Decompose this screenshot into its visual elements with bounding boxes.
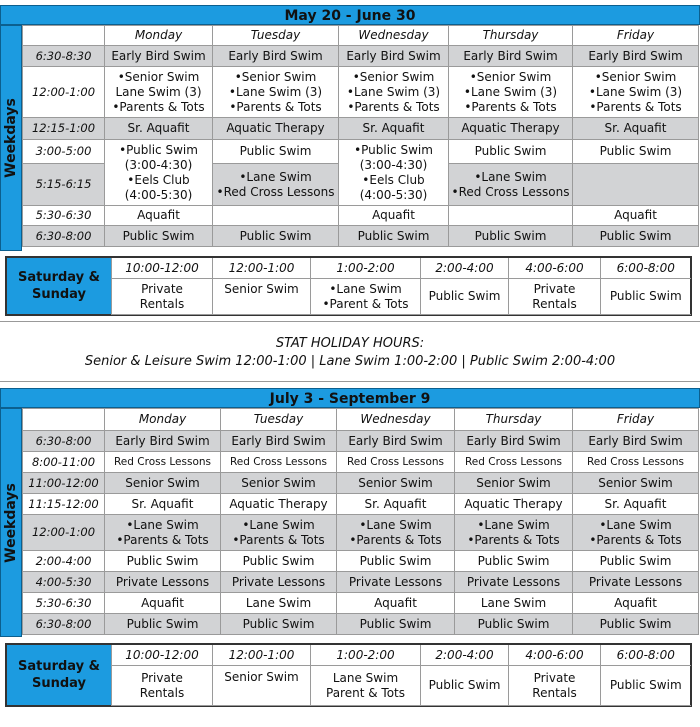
table-row [23, 140, 699, 164]
table-row [23, 494, 699, 515]
schedule-cell: Private Lessons [105, 572, 221, 593]
time-cell: 6:00-8:00 [601, 645, 691, 666]
schedule-cell: Senior Swim [213, 666, 311, 706]
schedule-cell: Aquafit [105, 206, 213, 226]
schedule-cell: Public Swim [421, 279, 509, 315]
schedule-cell: Red Cross Lessons [337, 452, 455, 473]
day-header: Tuesday [221, 409, 337, 431]
weekdays-label: Weekdays [3, 98, 19, 178]
weekend-activity-row [112, 666, 691, 706]
schedule-cell: Senior Swim [455, 473, 573, 494]
summer-title: July 3 - September 9 [0, 388, 700, 408]
time-cell: 10:00-12:00 [112, 258, 213, 279]
summer-weekday-table [22, 408, 699, 635]
schedule-cell: •Lane Swim •Parents & Tots [455, 515, 573, 551]
summer-weekend-table [5, 643, 692, 707]
divider [0, 381, 700, 382]
schedule-cell: Private Lessons [573, 572, 699, 593]
schedule-cell: Private Rentals [509, 279, 601, 315]
table-row [23, 515, 699, 551]
table-row [23, 473, 699, 494]
day-header: Monday [105, 26, 213, 46]
time-cell: 11:15-12:00 [23, 494, 105, 515]
schedule-cell: Lane Swim [455, 593, 573, 614]
schedule-cell: Public Swim [455, 614, 573, 635]
time-cell: 8:00-11:00 [23, 452, 105, 473]
time-cell: 1:00-2:00 [311, 258, 421, 279]
schedule-cell: Senior Swim [337, 473, 455, 494]
schedule-cell: Sr. Aquafit [105, 118, 213, 140]
day-header: Thursday [455, 409, 573, 431]
schedule-cell: •Lane Swim •Parents & Tots [337, 515, 455, 551]
stat-holiday-title: STAT HOLIDAY HOURS: [275, 336, 425, 351]
stat-holiday-notice [0, 335, 700, 371]
schedule-cell: Aquatic Therapy [449, 118, 573, 140]
time-cell: 12:00-1:00 [213, 258, 311, 279]
schedule-cell: •Public Swim (3:00-4:30) •Eels Club (4:00-5:30) [105, 140, 213, 206]
time-cell: 12:00-1:00 [23, 67, 105, 118]
time-cell: 12:00-1:00 [213, 645, 311, 666]
day-header: Wednesday [339, 26, 449, 46]
spring-weekend-table [5, 256, 692, 316]
schedule-cell: Red Cross Lessons [573, 452, 699, 473]
schedule-cell: Public Swim [105, 614, 221, 635]
schedule-cell: Red Cross Lessons [221, 452, 337, 473]
schedule-cell: Public Swim [105, 551, 221, 572]
time-cell: 6:30-8:30 [23, 46, 105, 67]
spring-weekday-table [22, 25, 699, 247]
schedule-cell: Public Swim [573, 614, 699, 635]
table-row [23, 118, 699, 140]
schedule-cell: Early Bird Swim [337, 431, 455, 452]
weekend-activity-row [112, 279, 691, 315]
schedule-cell: Private Lessons [455, 572, 573, 593]
table-row [23, 67, 699, 118]
schedule-cell: Private Rentals [112, 279, 213, 315]
schedule-cell [213, 206, 339, 226]
schedule-cell: Early Bird Swim [339, 46, 449, 67]
schedule-cell: •Lane Swim •Parent & Tots [311, 279, 421, 315]
schedule-cell: Senior Swim [573, 473, 699, 494]
day-header-row [23, 26, 699, 46]
time-cell: 6:00-8:00 [601, 258, 691, 279]
schedule-cell [449, 206, 573, 226]
day-header: Tuesday [213, 26, 339, 46]
schedule-cell: Public Swim [421, 666, 509, 706]
schedule-cell: Public Swim [573, 226, 699, 247]
schedule-cell: Public Swim [601, 279, 691, 315]
schedule-cell: Aquafit [573, 593, 699, 614]
time-cell: 3:00-5:00 [23, 140, 105, 164]
day-header: Friday [573, 26, 699, 46]
table-row [23, 206, 699, 226]
schedule-cell: Public Swim [337, 614, 455, 635]
weekend-label: Saturday & Sunday [7, 645, 112, 705]
schedule-cell: Sr. Aquafit [337, 494, 455, 515]
schedule-cell: Senior Swim [105, 473, 221, 494]
schedule-cell: Aquafit [105, 593, 221, 614]
schedule-cell: •Senior Swim •Lane Swim (3) •Parents & Tots [573, 67, 699, 118]
time-cell: 4:00-6:00 [509, 258, 601, 279]
divider [0, 321, 700, 322]
weekdays-label: Weekdays [3, 482, 19, 563]
time-cell: 2:00-4:00 [421, 258, 509, 279]
schedule-cell: •Senior Swim Lane Swim (3) •Parents & Tots [105, 67, 213, 118]
schedule-cell: Early Bird Swim [213, 46, 339, 67]
schedule-cell: Lane Swim Parent & Tots [311, 666, 421, 706]
schedule-cell: Public Swim [601, 666, 691, 706]
schedule-cell: Aquatic Therapy [213, 118, 339, 140]
schedule-cell: Public Swim [573, 551, 699, 572]
schedule-cell: Early Bird Swim [573, 46, 699, 67]
schedule-cell: Private Rentals [112, 666, 213, 706]
schedule-cell: Public Swim [221, 614, 337, 635]
table-row [23, 452, 699, 473]
schedule-cell: Aquatic Therapy [455, 494, 573, 515]
schedule-cell: Public Swim [337, 551, 455, 572]
schedule-cell: •Senior Swim •Lane Swim (3) •Parents & Tots [449, 67, 573, 118]
table-row [23, 46, 699, 67]
schedule-cell: Public Swim [455, 551, 573, 572]
schedule-cell: Red Cross Lessons [105, 452, 221, 473]
time-cell: 10:00-12:00 [112, 645, 213, 666]
stat-holiday-body: Senior & Leisure Swim 12:00-1:00 | Lane Swim 1:00-2:00 | Public Swim 2:00-4:00 [84, 354, 616, 369]
schedule-cell: •Lane Swim •Parents & Tots [573, 515, 699, 551]
time-cell: 4:00-5:30 [23, 572, 105, 593]
time-cell: 2:00-4:00 [421, 645, 509, 666]
schedule-cell: •Senior Swim •Lane Swim (3) •Parents & Tots [339, 67, 449, 118]
schedule-cell: Public Swim [213, 140, 339, 164]
schedule-cell: Aquatic Therapy [221, 494, 337, 515]
schedule-cell: •Lane Swim •Parents & Tots [221, 515, 337, 551]
time-cell: 6:30-8:00 [23, 614, 105, 635]
schedule-cell: Senior Swim [213, 279, 311, 315]
schedule-cell: Sr. Aquafit [105, 494, 221, 515]
time-cell: 12:15-1:00 [23, 118, 105, 140]
table-row [23, 431, 699, 452]
time-cell: 6:30-8:00 [23, 226, 105, 247]
schedule-cell: Sr. Aquafit [339, 118, 449, 140]
weekend-label: Saturday & Sunday [7, 258, 112, 314]
time-cell: 12:00-1:00 [23, 515, 105, 551]
schedule-cell: Public Swim [449, 226, 573, 247]
schedule-cell: Private Lessons [221, 572, 337, 593]
schedule-cell: Early Bird Swim [455, 431, 573, 452]
schedule-cell: Early Bird Swim [573, 431, 699, 452]
schedule-cell [573, 164, 699, 206]
weekdays-tab-summer [0, 408, 22, 637]
day-header: Wednesday [337, 409, 455, 431]
schedule-cell: Public Swim [213, 226, 339, 247]
day-header-row [23, 409, 699, 431]
weekend-time-row [112, 645, 691, 666]
spring-schedule [0, 5, 700, 25]
schedule-cell: •Lane Swim •Red Cross Lessons [449, 164, 573, 206]
schedule-cell: •Senior Swim •Lane Swim (3) •Parents & Tots [213, 67, 339, 118]
schedule-cell: Public Swim [449, 140, 573, 164]
time-cell: 4:00-6:00 [509, 645, 601, 666]
day-header: Friday [573, 409, 699, 431]
schedule-cell: •Public Swim (3:00-4:30) •Eels Club (4:00-5:30) [339, 140, 449, 206]
table-row [23, 551, 699, 572]
weekend-time-row [112, 258, 691, 279]
schedule-cell: •Lane Swim •Red Cross Lessons [213, 164, 339, 206]
table-row [23, 593, 699, 614]
time-cell: 6:30-8:00 [23, 431, 105, 452]
schedule-cell: Red Cross Lessons [455, 452, 573, 473]
schedule-cell: Private Lessons [337, 572, 455, 593]
schedule-cell: Sr. Aquafit [573, 494, 699, 515]
schedule-cell: Aquafit [337, 593, 455, 614]
table-row [23, 572, 699, 593]
schedule-cell: Senior Swim [221, 473, 337, 494]
time-cell: 2:00-4:00 [23, 551, 105, 572]
schedule-cell: •Lane Swim •Parents & Tots [105, 515, 221, 551]
schedule-cell: Sr. Aquafit [573, 118, 699, 140]
time-cell: 5:15-6:15 [23, 164, 105, 206]
schedule-cell: Public Swim [105, 226, 213, 247]
schedule-cell: Early Bird Swim [105, 431, 221, 452]
schedule-cell: Aquafit [339, 206, 449, 226]
schedule-cell: Lane Swim [221, 593, 337, 614]
spring-title: May 20 - June 30 [0, 5, 700, 25]
summer-schedule [0, 388, 700, 408]
time-cell: 5:30-6:30 [23, 206, 105, 226]
schedule-cell: Aquafit [573, 206, 699, 226]
schedule-cell: Private Rentals [509, 666, 601, 706]
day-header: Thursday [449, 26, 573, 46]
schedule-cell: Early Bird Swim [449, 46, 573, 67]
schedule-cell: Early Bird Swim [221, 431, 337, 452]
schedule-cell: Public Swim [339, 226, 449, 247]
day-header: Monday [105, 409, 221, 431]
table-row [23, 226, 699, 247]
table-row [23, 614, 699, 635]
weekdays-tab-spring [0, 25, 22, 251]
time-cell: 11:00-12:00 [23, 473, 105, 494]
time-cell: 1:00-2:00 [311, 645, 421, 666]
schedule-cell: Early Bird Swim [105, 46, 213, 67]
schedule-cell: Public Swim [573, 140, 699, 164]
time-cell: 5:30-6:30 [23, 593, 105, 614]
schedule-cell: Public Swim [221, 551, 337, 572]
